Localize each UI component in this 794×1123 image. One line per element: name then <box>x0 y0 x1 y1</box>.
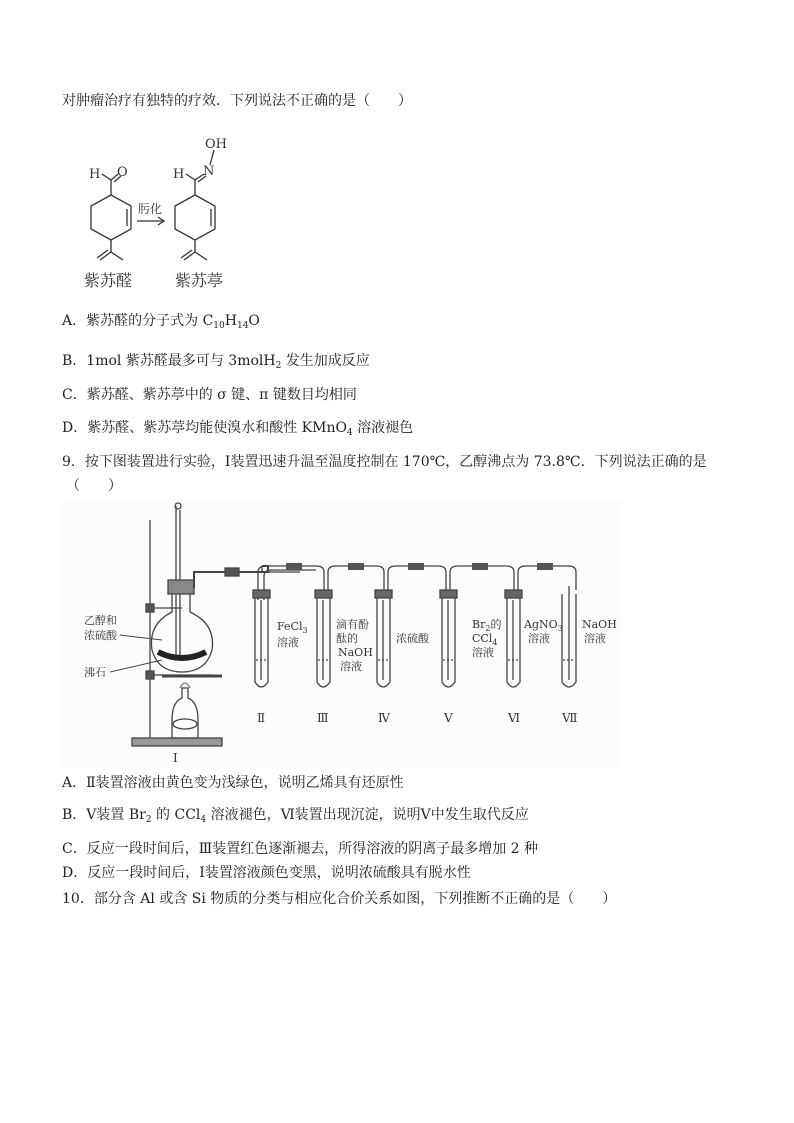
q9-stem-line1: 9．按下图装置进行实验，Ⅰ装置迅速升温至温度控制在 170℃，乙醇沸点为 73.8℃．下列说法正确的是 <box>62 454 707 470</box>
q8-reaction-scheme <box>0 0 794 300</box>
svg-text:浓硫酸: 浓硫酸 <box>396 632 429 645</box>
roman-vii: Ⅶ <box>562 711 578 725</box>
svg-text:溶液: 溶液 <box>584 632 606 645</box>
q8-option-d: D．紫苏醛、紫苏葶均能使溴水和酸性 KMnO$_4$ 溶液褪色 <box>62 420 414 438</box>
q8-option-b: B．1mol 紫苏醛最多可与 3molH$_2$ 发生加成反应 <box>62 353 370 371</box>
roman-iv: Ⅳ <box>378 711 390 725</box>
svg-text:AgNO3: AgNO$_3$ <box>524 618 563 633</box>
perillaldehyde-name: 紫苏醛 <box>84 271 133 290</box>
test-tube-ii <box>253 590 270 687</box>
left-h-atom: H <box>89 167 101 182</box>
svg-text:溶液: 溶液 <box>528 632 550 645</box>
right-h-atom: H <box>173 167 185 182</box>
svg-text:FeCl3: FeCl$_3$ <box>277 620 308 635</box>
q9-option-a: A．Ⅱ装置溶液由黄色变为浅绿色，说明乙烯具有还原性 <box>62 775 404 791</box>
q9-option-c: C．反应一段时间后，Ⅲ装置红色逐渐褪去，所得溶液的阴离子最多增加 2 种 <box>62 841 539 857</box>
svg-text:溶液: 溶液 <box>340 660 362 673</box>
roman-vi: Ⅵ <box>508 711 521 725</box>
test-tube-iii <box>315 590 332 687</box>
svg-text:NaOH: NaOH <box>338 646 373 659</box>
roman-ii: Ⅱ <box>257 711 266 725</box>
test-tube-v <box>440 590 457 687</box>
q9-stem-line2: （ ） <box>66 478 122 494</box>
perillartine-name: 紫苏葶 <box>175 271 224 290</box>
roman-v: Ⅴ <box>444 711 453 725</box>
q8-option-a: A．紫苏醛的分子式为 $C_{10}H_{14}O$ <box>62 313 260 331</box>
q8-stem: 对肿瘤治疗有独特的疗效．下列说法不正确的是（ ） <box>62 93 412 109</box>
test-tube-vi <box>505 590 522 687</box>
q9-option-b: B．Ⅴ装置 $Br_2$ 的 CCl$_4$ 溶液褪色，Ⅵ装置出现沉淀，说明Ⅴ中发生取代反应 <box>62 807 529 825</box>
svg-text:Br2的: $Br_2$的 <box>472 618 502 633</box>
svg-text:酞的: 酞的 <box>336 632 358 645</box>
roman-iii: Ⅲ <box>317 711 329 725</box>
svg-text:NaOH: NaOH <box>582 618 617 631</box>
right-n-atom: N <box>203 164 215 179</box>
perillartine-ring <box>175 195 215 240</box>
label-ethanol-2: 浓硫酸 <box>84 629 117 642</box>
svg-text:CCl4: CCl$_4$ <box>472 632 498 647</box>
svg-text:溶液: 溶液 <box>277 636 299 649</box>
label-boiling-stone: 沸石 <box>84 666 106 679</box>
svg-text:滴有酚: 滴有酚 <box>336 618 369 631</box>
label-ethanol-1: 乙醇和 <box>84 614 117 627</box>
q9-apparatus-figure <box>62 500 622 770</box>
label-apparatus-i: Ⅰ <box>173 751 178 765</box>
left-o-atom: O <box>117 165 128 180</box>
svg-text:溶液: 溶液 <box>472 646 494 659</box>
q9-option-d: D．反应一段时间后，Ⅰ装置溶液颜色变黑，说明浓硫酸具有脱水性 <box>62 865 471 881</box>
right-oh-atom: OH <box>205 137 227 152</box>
test-tube-iv <box>375 590 392 687</box>
perillaldehyde-ring <box>91 195 131 240</box>
q10-stem: 10．部分含 Al 或含 Si 物质的分类与相应化合价关系如图，下列推断不正确的是（ ） <box>62 891 617 907</box>
reaction-arrow-label: 肟化 <box>138 202 163 216</box>
q8-option-c: C．紫苏醛、紫苏葶中的 σ 键、π 键数目均相同 <box>62 387 357 403</box>
